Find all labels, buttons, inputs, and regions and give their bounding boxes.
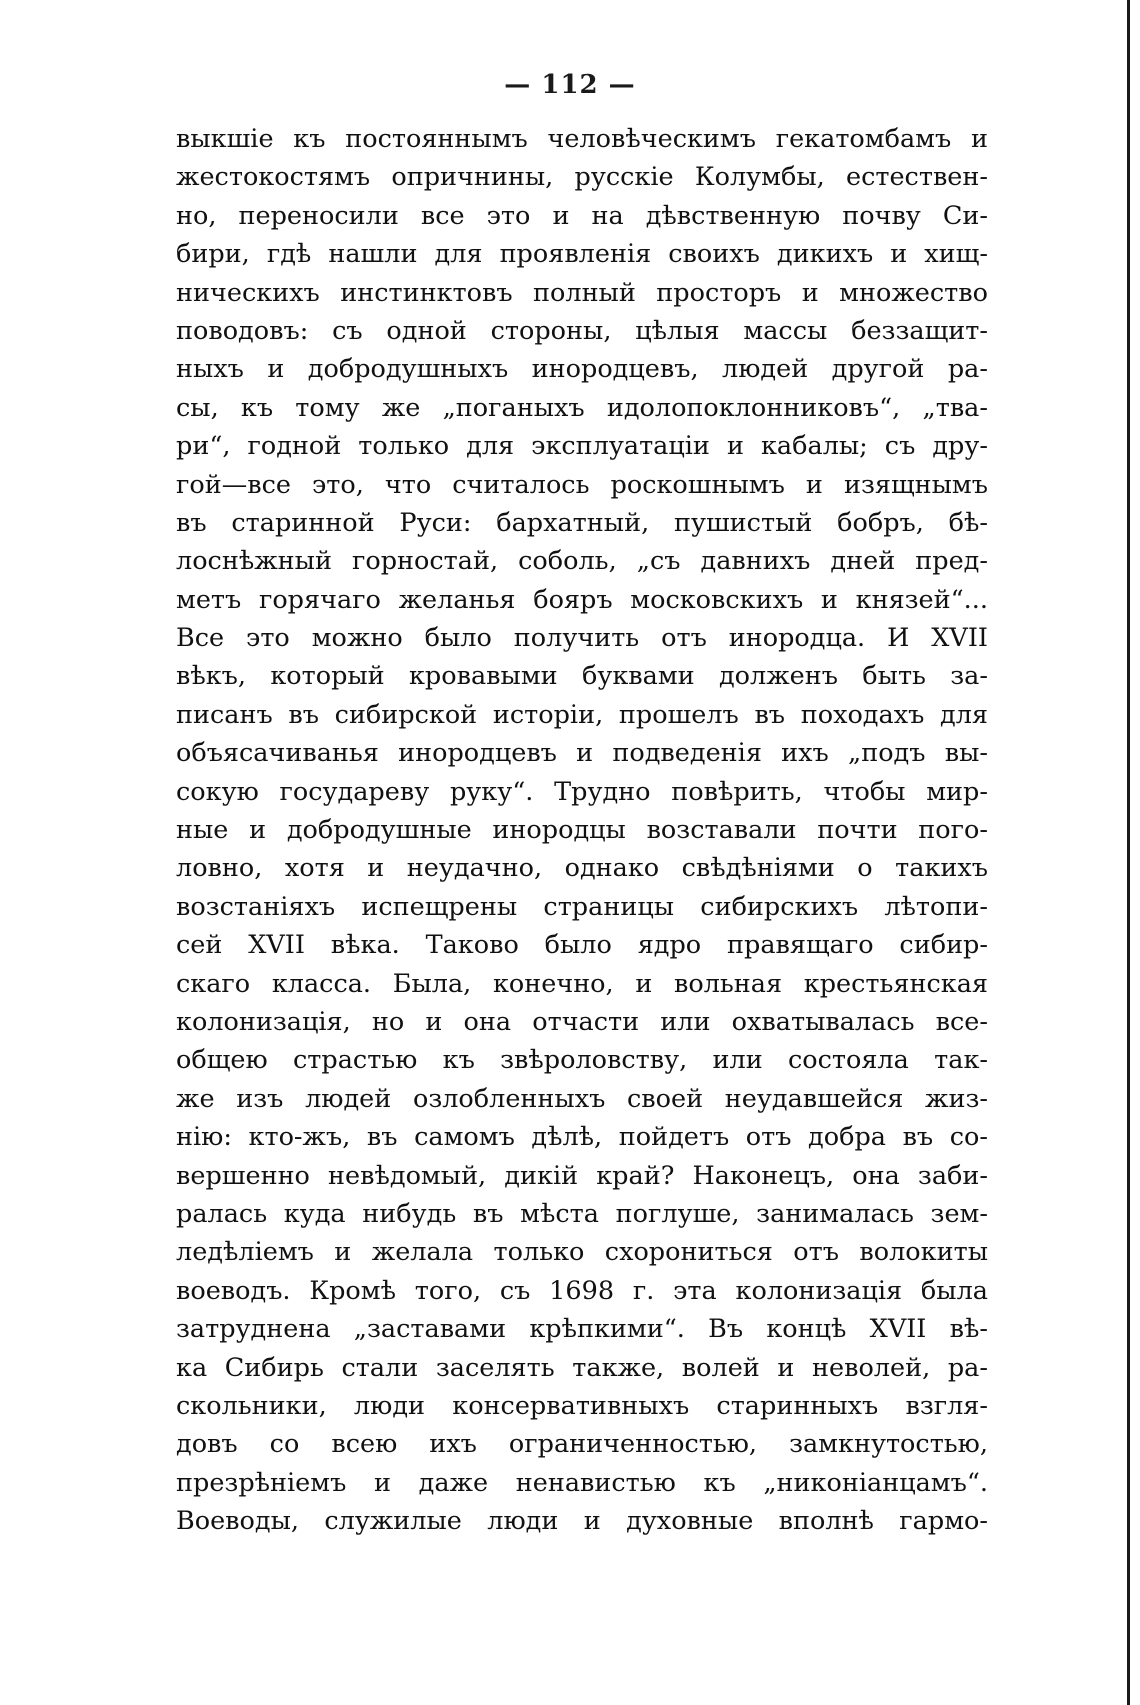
text-line: поводовъ: съ одной стороны, цѣлыя массы беззащит- (176, 315, 988, 346)
text-line: вершенно невѣдомый, дикій край? Наконецъ, она заби- (176, 1160, 988, 1191)
text-line: воеводъ. Кромѣ того, съ 1698 г. эта колонизація была (176, 1275, 988, 1306)
text-line: затруднена „заставами крѣпкими“. Въ концѣ XVII вѣ- (176, 1314, 988, 1345)
text-line: выкшіе къ постояннымъ человѣческимъ гекатомбамъ и (176, 124, 988, 154)
text-line: же изъ людей озлобленныхъ своей неудавшейся жиз- (176, 1083, 988, 1114)
text-line: колонизація, но и она отчасти или охватывалась все- (176, 1006, 988, 1037)
text-line: ные и добродушные инородцы возставали почти пого- (176, 815, 988, 846)
text-line: въ старинной Руси: бархатный, пушистый бобръ, бѣ- (176, 507, 988, 538)
text-line: нію: кто-жъ, въ самомъ дѣлѣ, пойдетъ отъ добра въ со- (176, 1122, 988, 1153)
text-line: ныхъ и добродушныхъ инородцевъ, людей другой ра- (176, 354, 988, 385)
text-line: сы, къ тому же „поганыхъ идолопоклонниковъ“, „тва- (176, 392, 988, 423)
text-line: ри“, годной только для эксплуатаціи и кабалы; съ дру- (176, 431, 988, 462)
text-line: ловно, хотя и неудачно, однако свѣдѣніями о такихъ (176, 853, 988, 884)
text-line: метъ горячаго желанья бояръ московскихъ и князей“... (176, 584, 988, 615)
page-edge-line (1127, 0, 1130, 1705)
text-line: сокую государеву руку“. Трудно повѣрить, чтобы мир- (176, 776, 988, 807)
text-line: сей XVII вѣка. Таково было ядро правящаго сибир- (176, 930, 988, 961)
text-line: скольники, люди консервативныхъ старинныхъ взгля- (176, 1390, 988, 1421)
text-line: ралась куда нибудь въ мѣста поглуше, занималась зем- (176, 1198, 988, 1229)
text-line: писанъ въ сибирской исторіи, прошелъ въ походахъ для (176, 699, 988, 730)
text-line: возстаніяхъ испещрены страницы сибирскихъ лѣтопи- (176, 891, 988, 922)
page-number: — 112 — (504, 70, 636, 100)
text-line: лоснѣжный горностай, соболь, „съ давнихъ дней пред- (176, 546, 988, 577)
text-line: довъ со всею ихъ ограниченностью, замкнутостью, (176, 1429, 988, 1460)
body-text (176, 120, 988, 1540)
text-line: но, переносили все это и на дѣвственную почву Си- (176, 200, 988, 231)
text-line: Все это можно было получить отъ инородца. И XVII (176, 623, 988, 654)
text-line: бири, гдѣ нашли для проявленія своихъ дикихъ и хищ- (176, 239, 988, 270)
text-line: объясачиванья инородцевъ и подведенія ихъ „подъ вы- (176, 738, 988, 769)
text-line: вѣкъ, который кровавыми буквами долженъ быть за- (176, 661, 988, 692)
text-line: ническихъ инстинктовъ полный просторъ и множество (176, 277, 988, 308)
text-line: скаго класса. Была, конечно, и вольная крестьянская (176, 968, 988, 999)
text-line: ка Сибирь стали заселять также, волей и неволей, ра- (176, 1352, 988, 1383)
text-line: презрѣніемъ и даже ненавистью къ „никоніанцамъ“. (176, 1467, 988, 1498)
text-line: гой—все это, что считалось роскошнымъ и изящнымъ (176, 469, 988, 500)
text-line: жестокостямъ опричнины, русскіе Колумбы, естествен- (176, 162, 988, 193)
text-line: Воеводы, служилые люди и духовные вполнѣ гармо- (176, 1506, 988, 1537)
text-line: ледѣліемъ и желала только схорониться отъ волокиты (176, 1237, 988, 1268)
text-line: общею страстью къ звѣроловству, или состояла так- (176, 1045, 988, 1076)
